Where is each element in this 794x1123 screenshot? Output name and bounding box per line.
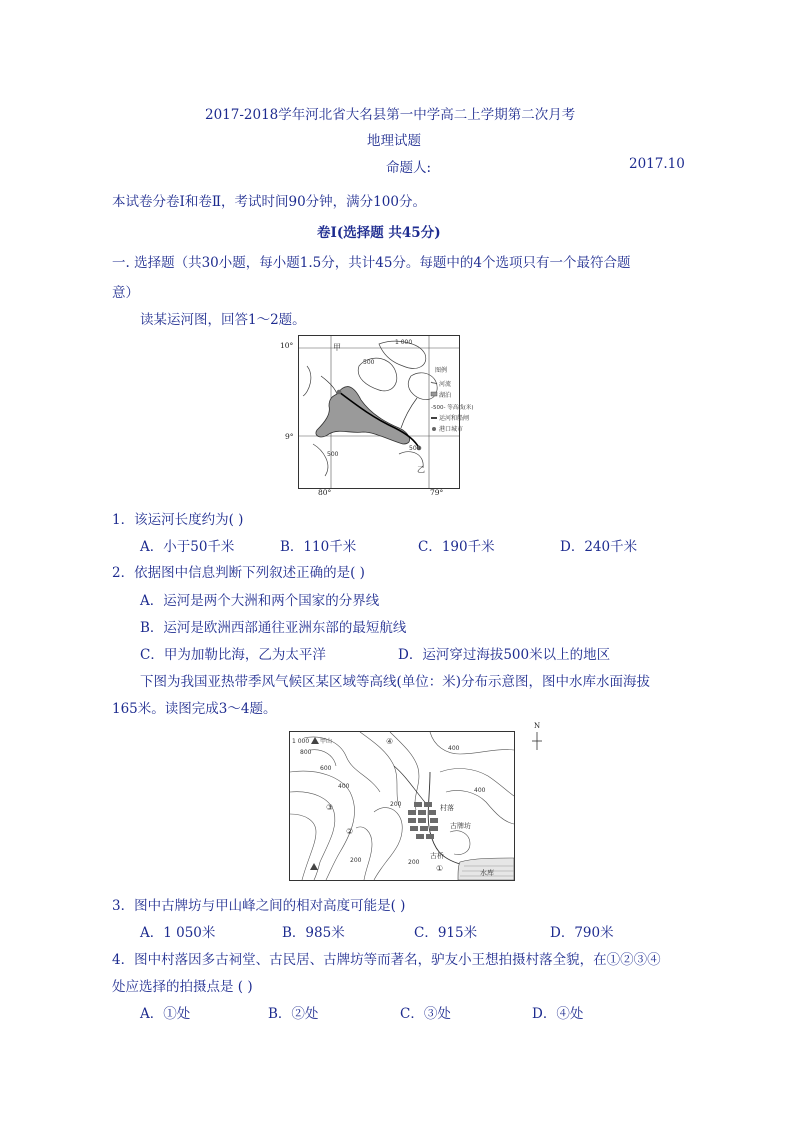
lat-top-label: 10°: [280, 341, 294, 350]
contour-200-c: 200: [408, 859, 420, 866]
point-1-label: ①: [436, 864, 444, 873]
peak-elevation-label: 1 000: [292, 738, 310, 745]
label-yi: 乙: [417, 465, 425, 474]
peak-jia-icon: [311, 737, 319, 744]
exam-intro: 本试卷分卷Ⅰ和卷Ⅱ，考试时间90分钟，满分100分。: [112, 194, 426, 210]
port-city-jia: [337, 390, 342, 395]
subject-title: 地理试题: [367, 133, 421, 149]
point-2-label: ②: [346, 827, 354, 836]
section-title: 卷Ⅰ(选择题 共45分): [317, 225, 441, 241]
village-label: 村落: [440, 804, 454, 812]
exam-date: 2017.10: [629, 156, 685, 172]
q4-option-c[interactable]: C．③处: [400, 1006, 451, 1022]
q3-option-c[interactable]: C．915米: [414, 925, 478, 941]
contour-500-c: 500: [409, 445, 421, 452]
q4-stem-line1: 4．图中村落因多古祠堂、古民居、古牌坊等而著名，驴友小王想拍摄村落全貌，在①②③④: [112, 952, 661, 968]
contour-400-b: 400: [338, 783, 350, 790]
legend-canal: 运河和船闸: [439, 415, 470, 422]
contour-map: [289, 731, 515, 881]
contour-500-a: 500: [363, 359, 375, 366]
reservoir-label: 水库: [480, 869, 494, 877]
label-jia: 甲: [333, 343, 341, 352]
contour-200-a: 200: [390, 801, 402, 808]
village-houses: [408, 802, 438, 839]
point-4-label: ④: [386, 737, 394, 746]
point-3-label: ③: [326, 803, 334, 812]
group1-prompt: 读某运河图，回答1～2题。: [140, 312, 306, 328]
contour-800: 800: [300, 749, 312, 756]
canal-map: [298, 335, 474, 489]
contour-500-b: 500: [327, 451, 339, 458]
q3-stem: 3．图中古牌坊与甲山峰之间的相对高度可能是( ): [112, 898, 406, 914]
author-label: 命题人:: [386, 160, 432, 176]
q2-stem: 2．依据图中信息判断下列叙述正确的是( ): [112, 565, 365, 581]
bridge-label: 古桥: [430, 852, 444, 860]
group2-prompt-line1: 下图为我国亚热带季风气候区某区域等高线(单位：米)分布示意图，图中水库水面海拔: [140, 674, 651, 690]
legend-river: 河流: [439, 381, 452, 388]
legend-port: 港口城市: [439, 426, 464, 433]
north-label: N: [534, 722, 541, 730]
lake-shape: [316, 387, 410, 444]
q1-option-b[interactable]: B．110千米: [280, 539, 357, 555]
q1-option-a[interactable]: A．小于50千米: [140, 539, 235, 555]
q1-option-d[interactable]: D．240千米: [560, 539, 638, 555]
q2-option-a[interactable]: A．运河是两个大洲和两个国家的分界线: [140, 593, 380, 609]
legend-lake: 湖泊: [439, 392, 452, 399]
q2-option-b[interactable]: B．运河是欧洲西部通往亚洲东部的最短航线: [140, 620, 407, 636]
section-instruction-line2: 意）: [112, 285, 139, 301]
legend-title: 图例: [435, 367, 448, 374]
lon-left-label: 80°: [318, 488, 332, 497]
lat-bottom-label: 9°: [285, 432, 294, 441]
section-instruction-line1: 一. 选择题（共30小题，每小题1.5分，共计45分。每题中的4个选项只有一个最符合题: [112, 255, 631, 271]
q4-option-b[interactable]: B．②处: [268, 1006, 319, 1022]
north-arrow-icon: [530, 732, 544, 750]
q4-stem-line2: 处应选择的拍摄点是 ( ): [112, 979, 253, 995]
q3-option-d[interactable]: D．790米: [550, 925, 614, 941]
q1-stem: 1．该运河长度约为( ): [112, 512, 244, 528]
peak-small-icon: [310, 863, 318, 870]
q1-option-c[interactable]: C．190千米: [418, 539, 495, 555]
exam-title: 2017-2018学年河北省大名县第一中学高二上学期第二次月考: [205, 107, 576, 123]
archway-label: 古牌坊: [450, 822, 471, 830]
q3-option-b[interactable]: B．985米: [282, 925, 345, 941]
contour-400-c: 400: [474, 787, 486, 794]
lon-right-label: 79°: [430, 488, 444, 497]
peak-name-label: 甲山: [320, 738, 333, 745]
contour-400-a: 400: [448, 745, 460, 752]
contour-1000: 1 000: [395, 339, 413, 346]
q4-option-d[interactable]: D．④处: [532, 1006, 584, 1022]
contour-600: 600: [320, 765, 332, 772]
group2-prompt-line2: 165米。读图完成3～4题。: [112, 701, 277, 717]
q4-option-a[interactable]: A．①处: [140, 1006, 191, 1022]
q2-option-d[interactable]: D．运河穿过海拔500米以上的地区: [398, 647, 611, 663]
q2-option-c[interactable]: C．甲为加勒比海，乙为太平洋: [140, 647, 326, 663]
legend-contour: -500- 等高线(米): [431, 405, 474, 411]
q3-option-a[interactable]: A．1 050米: [140, 925, 216, 941]
contour-200-b: 200: [350, 857, 362, 864]
